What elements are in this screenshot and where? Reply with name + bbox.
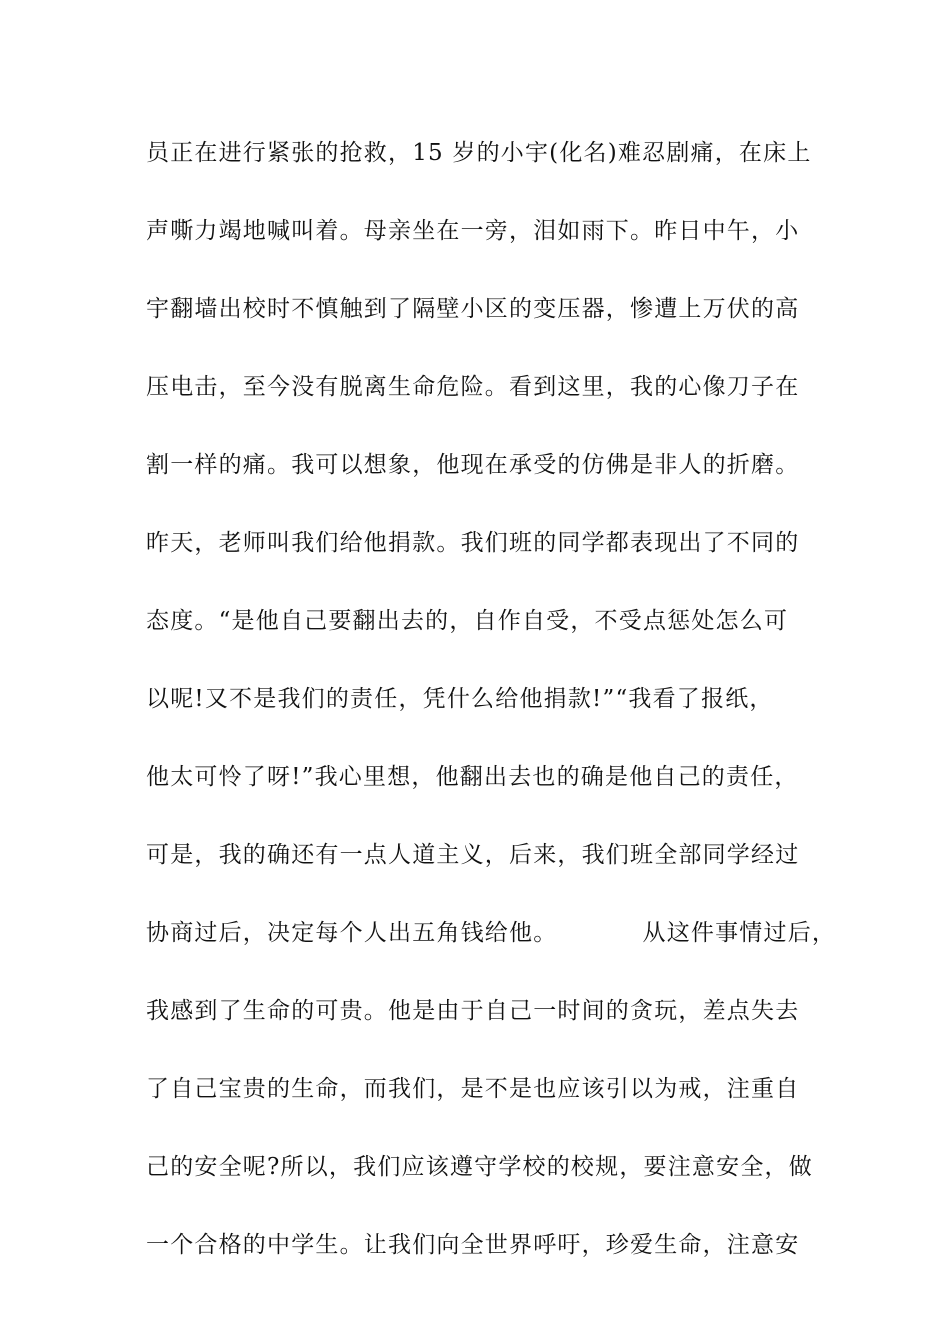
text-line: 一个合格的中学生。让我们向全世界呼吁，珍爱生命，注意安 bbox=[146, 1232, 800, 1258]
text-line: 协商过后，决定每个人出五角钱给他。 从这件事情过后， bbox=[146, 920, 837, 946]
text-line: 割一样的痛。我可以想象，他现在承受的仿佛是非人的折磨。 bbox=[146, 452, 800, 478]
text-line: 态度。“是他自己要翻出去的，自作自受，不受点惩处怎么可 bbox=[146, 608, 789, 634]
text-line: 我感到了生命的可贵。他是由于自己一时间的贪玩，差点失去 bbox=[146, 998, 800, 1024]
text-line: 昨天，老师叫我们给他捐款。我们班的同学都表现出了不同的 bbox=[146, 530, 800, 556]
text-line: 己的安全呢?所以，我们应该遵守学校的校规，要注意安全，做 bbox=[146, 1154, 813, 1180]
essay-text-block bbox=[146, 131, 836, 1301]
text-line: 以呢!又不是我们的责任，凭什么给他捐款!”“我看了报纸， bbox=[146, 686, 774, 712]
text-line: 声嘶力竭地喊叫着。母亲坐在一旁，泪如雨下。昨日中午，小 bbox=[146, 218, 800, 244]
text-line: 员正在进行紧张的抢救，15 岁的小宇(化名)难忍剧痛，在床上 bbox=[146, 140, 812, 166]
text-line: 宇翻墙出校时不慎触到了隔壁小区的变压器，惨遭上万伏的高 bbox=[146, 296, 800, 322]
text-line: 可是，我的确还有一点人道主义，后来，我们班全部同学经过 bbox=[146, 842, 800, 868]
text-line: 他太可怜了呀!”我心里想，他翻出去也的确是他自己的责任， bbox=[146, 764, 799, 790]
text-line: 压电击，至今没有脱离生命危险。看到这里，我的心像刀子在 bbox=[146, 374, 800, 400]
text-line: 了自己宝贵的生命，而我们，是不是也应该引以为戒，注重自 bbox=[146, 1076, 800, 1102]
